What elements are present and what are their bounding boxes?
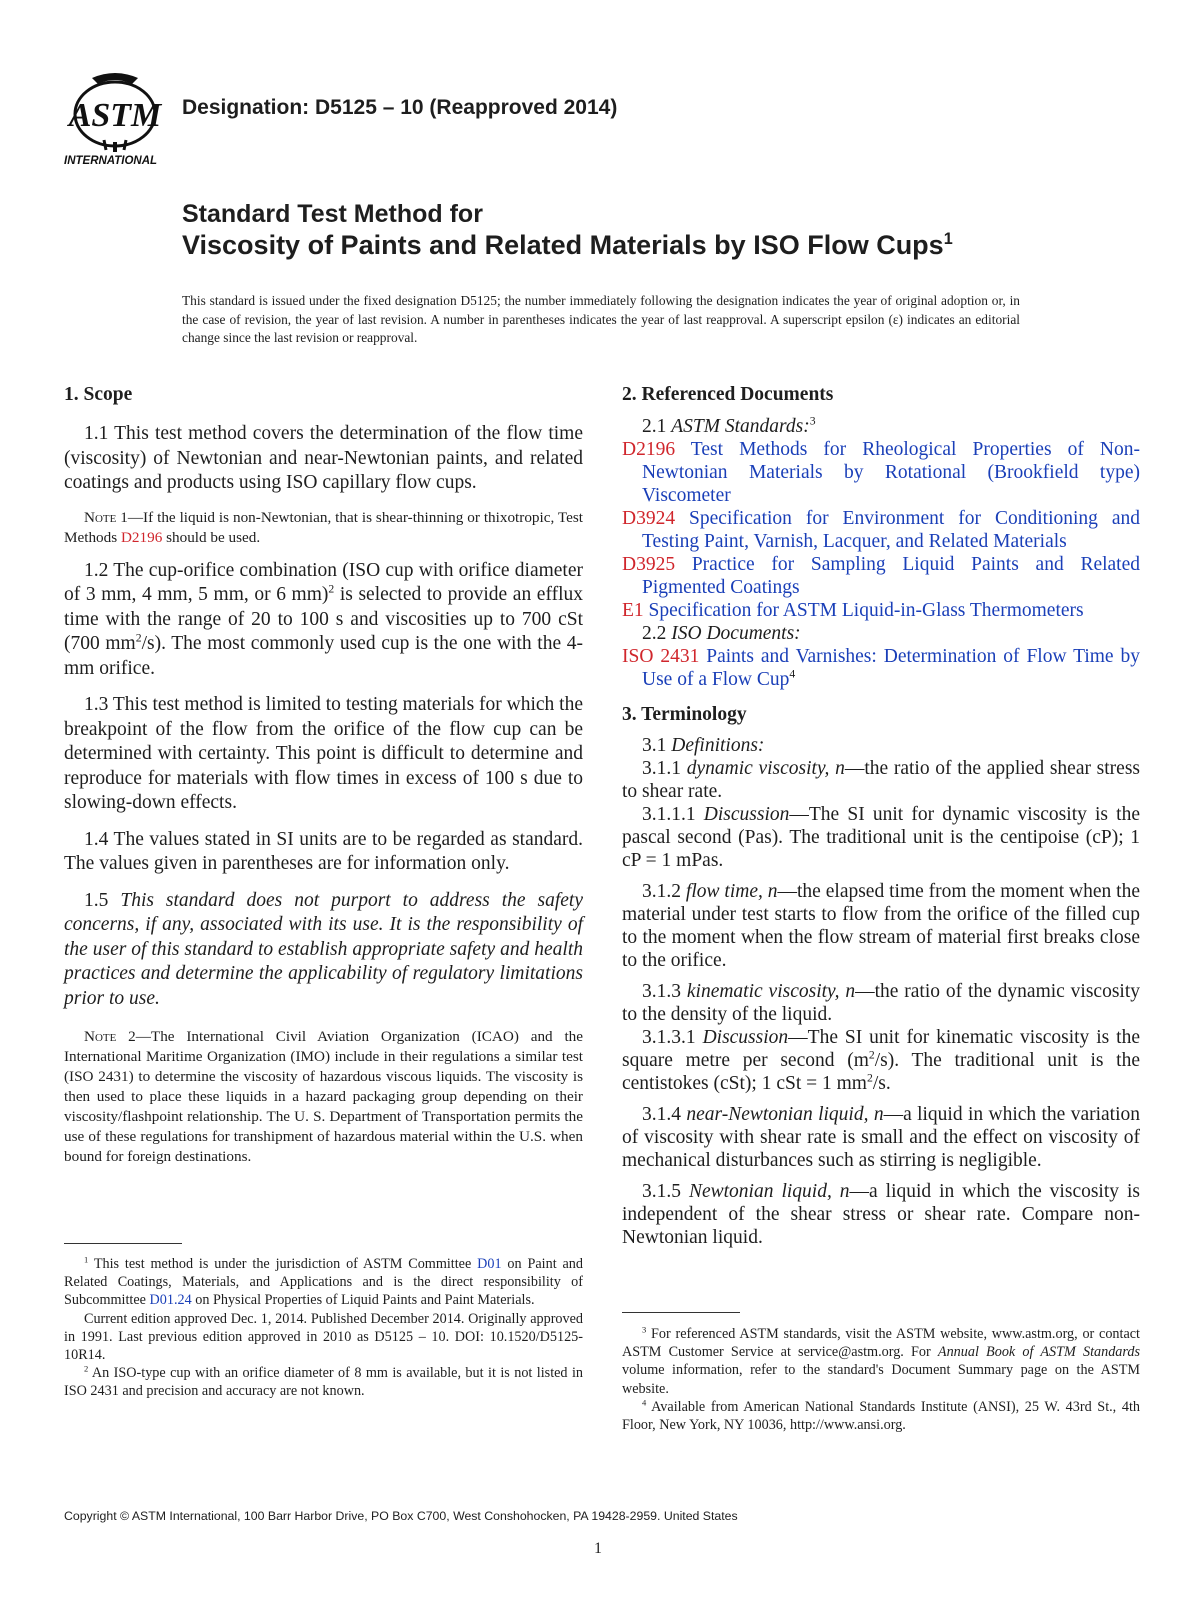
section-heading-referenced-documents: 2. Referenced Documents [622, 384, 834, 405]
ref-item-e1 [622, 599, 1140, 622]
term-3-1-1: 3.1.1 dynamic viscosity, n—the ratio of the applied shear stress to shear rate. [622, 758, 1140, 802]
paragraph-1-4: 1.4 The values stated in SI units are to be regarded as standard. The values given in parentheses are for information only. [64, 828, 583, 874]
footnotes-right [622, 1325, 1140, 1434]
note-2: Note 2—The International Civil Aviation Organization (ICAO) and the International Maritime Organization (IMO) include in their regulations a similar test (ISO 2431) to determine the viscosity of hazardous viscous liquids. The viscosity is then used to place these liquids in a hazard packaging group depending on their viscosity/flashpoint relationship. The U. S. Department of Transportation permits the use of these regulations for transhipment of hazardous material within the U.S. when bound for foreign destinations. [64, 1028, 583, 1165]
link-d01-24[interactable]: D01.24 [149, 1292, 192, 1309]
footnote-3: $^3$ For referenced ASTM standards, visit the ASTM website, www.astm.org, or contact ASTM Customer Service at service@astm.org. For Annual Book of ASTM Standards volume information, refer to the standard's Document Summary page on the ASTM website. [622, 1324, 1140, 1397]
ref-item-d3925 [622, 553, 1140, 599]
footnotes-left [64, 1255, 583, 1401]
footnote-divider-right [622, 1312, 740, 1313]
link-d3924-ref[interactable]: D3924 [622, 508, 676, 529]
link-e1-ref[interactable]: E1 [622, 600, 644, 621]
definitions-label: 3.1 Definitions: [642, 735, 765, 756]
link-iso-2431-ref[interactable]: ISO 2431 [622, 646, 700, 667]
title-line-1: Standard Test Method for [182, 200, 483, 228]
title-footnote-marker: 1 [943, 230, 953, 248]
paragraph-1-2: 1.2 The cup-orifice combination (ISO cup with orifice diameter of 3 mm, 4 mm, 5 mm, or 6 mm)$^2$ is selected to provide an efflux time with the range of 20 to 100 s and viscosities up to 700 cSt (700 $mm^2/s$). The most commonly used cup is the one with the 4-mm orifice. [64, 559, 584, 679]
link-iso-2431-title[interactable]: Paints and Varnishes: Determination of Flow Time by Use of a Flow Cup [642, 646, 1141, 690]
astm-logo [62, 72, 168, 166]
link-e1-title[interactable]: Specification for ASTM Liquid-in-Glass Thermometers [643, 600, 1084, 621]
title-line-2: Viscosity of Paints and Related Materials by ISO Flow Cups$^1$ [182, 230, 953, 260]
term-3-1-4: 3.1.4 near-Newtonian liquid, n—a liquid in which the variation of viscosity with shear rate is small and the effect on viscosity of mechanical disturbances such as stirring is negligible. [622, 1104, 1140, 1171]
link-d3925-ref[interactable]: D3925 [622, 554, 676, 575]
link-d2196-ref[interactable]: D2196 [622, 439, 676, 460]
iso-documents-label: 2.2 ISO Documents: [642, 623, 801, 644]
link-d2196[interactable]: D2196 [120, 528, 163, 546]
astm-standards-label: 2.1 ASTM Standards:$^3$ [642, 414, 816, 437]
footnote-2: $^2$ An ISO-type cup with an orifice diameter of 8 mm is available, but it is not listed in ISO 2431 and precision and accuracy are not known. [64, 1363, 583, 1400]
link-d2196-title[interactable]: Test Methods for Rheological Properties of Non-Newtonian Materials by Rotational (Brookfield type) Viscometer [642, 439, 1140, 506]
paragraph-1-5: 1.5 This standard does not purport to address the safety concerns, if any, associated with its use. It is the responsibility of the user of this standard to establish appropriate safety and health practices and determine the applicability of regulatory limitations prior to use. [64, 889, 583, 1009]
footnote-1: $^1$ This test method is under the jurisdiction of ASTM Committee D01 on Paint and Related Coatings, Materials, and Applications and is the direct responsibility of Subcommittee D01.24 on Physical Properties of Liquid Paints and Paint Materials. [64, 1254, 583, 1309]
ref-item-iso-2431: ISO 2431 Paints and Varnishes: Determination of Flow Time by Use of a Flow Cup$^4$ [622, 646, 1141, 690]
copyright-footer: Copyright © ASTM International, 100 Barr Harbor Drive, PO Box C700, West Conshohocken, PA 19428-2959. United States [64, 1509, 738, 1523]
paragraph-1-3: 1.3 This test method is limited to testing materials for which the breakpoint of the flow from the orifice of the flow cup can be determined with certainty. This point is difficult to determine and reproduce for materials with flow times in excess of 100 s due to slowing-down effects. [64, 694, 583, 813]
footnote-4: $^4$ Available from American National Standards Institute (ANSI), 25 W. 43rd St., 4th Floor, New York, NY 10036, http://www.ansi.org. [622, 1397, 1140, 1434]
term-3-1-3: 3.1.3 kinematic viscosity, n—the ratio of the dynamic viscosity to the density of the liquid. [622, 981, 1141, 1025]
term-3-1-1-1: 3.1.1.1 Discussion—The SI unit for dynamic viscosity is the pascal second (Pas). The traditional unit is the centipoise (cP); 1 cP = 1 mPas. [622, 804, 1140, 871]
link-d3925-title[interactable]: Practice for Sampling Liquid Paints and Related Pigmented Coatings [642, 554, 1140, 598]
svg-text:ASTM: ASTM [68, 97, 162, 134]
logo-subtitle: INTERNATIONAL [64, 155, 158, 166]
ref-item-d3924 [622, 507, 1140, 553]
left-column [64, 384, 583, 1167]
section-heading-scope: 1. Scope [64, 384, 133, 405]
term-3-1-2: 3.1.2 flow time, n—the elapsed time from the moment when the material under test starts to flow from the orifice of the filled cup to the moment when the flow stream of material first breaks close to the orifice. [622, 881, 1140, 971]
link-d3924-title[interactable]: Specification for Environment for Conditioning and Testing Paint, Varnish, Lacquer, and Related Materials [642, 508, 1140, 552]
paragraph-1-1: 1.1 This test method covers the determination of the flow time (viscosity) of Newtonian and near-Newtonian paints, and related coatings and products using ISO capillary flow cups. [64, 423, 583, 493]
term-3-1-5: 3.1.5 Newtonian liquid, n—a liquid in which the viscosity is independent of the shear stress or shear rate. Compare non-Newtonian liquid. [622, 1181, 1140, 1248]
right-column [622, 384, 1140, 1249]
footnote-divider-left [64, 1243, 182, 1244]
footnote-1-edition: Current edition approved Dec. 1, 2014. Published December 2014. Originally approved in 1991. Last previous edition approved in 2010 as D5125 – 10. DOI: 10.1520/D5125-10R14. [64, 1310, 583, 1364]
page-number: 1 [594, 1540, 602, 1557]
link-d01[interactable]: D01 [477, 1256, 502, 1272]
intro-paragraph: This standard is issued under the fixed designation D5125; the number immediately following the designation indicates the year of original adoption or, in the case of revision, the year of last revision. A number in parentheses indicates the year of last reapproval. A superscript epsilon (ε) indicates an editorial change since the last revision or reapproval. [182, 293, 1020, 345]
term-3-1-3-1: 3.1.3.1 Discussion—The SI unit for kinematic viscosity is the square metre per second $(m^2/s)$. The traditional unit is the centistokes (cSt); 1 cSt = 1 $mm^2/s$. [622, 1027, 1140, 1094]
section-heading-terminology: 3. Terminology [622, 704, 747, 725]
ref-item-d2196 [622, 438, 1140, 507]
note-1: Note 1—If the liquid is non-Newtonian, that is shear-thinning or thixotropic, Test Methods D2196 should be used. [64, 508, 583, 546]
designation: Designation: D5125 – 10 (Reapproved 2014) [182, 96, 618, 119]
